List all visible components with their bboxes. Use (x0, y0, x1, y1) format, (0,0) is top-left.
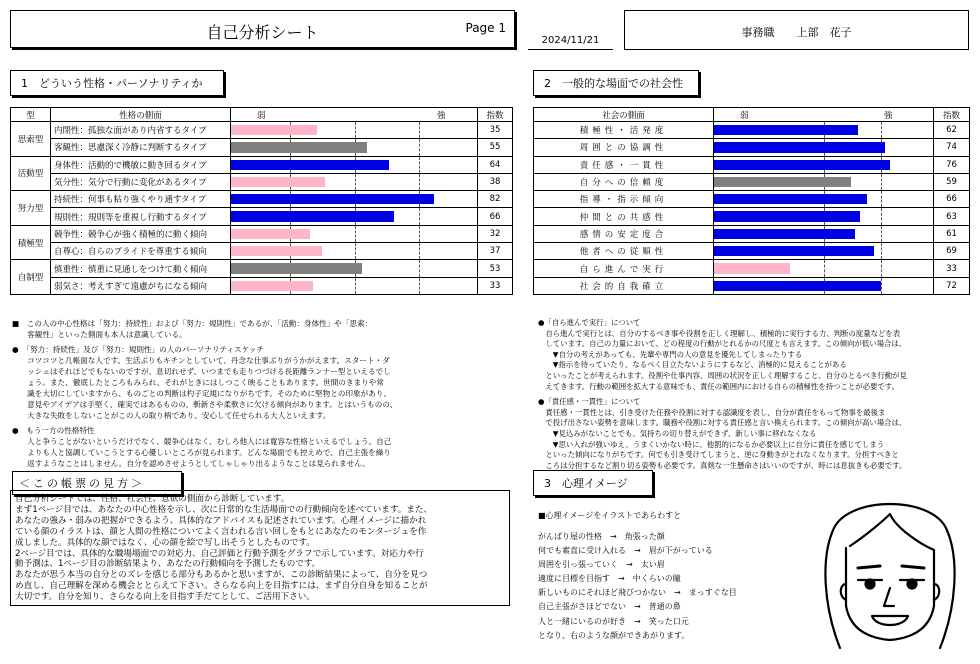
social-table (533, 107, 970, 295)
bar-cell (231, 260, 478, 277)
aspect-cell: 自ら進んで実行 (534, 260, 714, 277)
table-row (534, 277, 970, 294)
scale-divider (881, 174, 882, 190)
aspect-cell: 自尊心：自らのプライドを尊重する傾向 (51, 243, 231, 260)
note-line: 意見やアイデアは手堅く、確実ではあるものの、斬新さや柔軟さに欠ける傾向があります。とはいうものの、 (12, 400, 398, 409)
scale-divider (881, 243, 882, 259)
scale-divider (419, 122, 420, 138)
col-social-aspect: 社会の側面 (534, 108, 714, 122)
note-line: ッシュはそれほどでもないのですが、息切れせず、いつまでも走りつづける長距離ランナー型といえるでし (12, 367, 391, 376)
guide-heading-text: ＜この帳票の見方＞ (19, 477, 145, 490)
note-line: 大きな失敗をしないことがこの人の取り柄であり、安心して任せられる大人といえます。 (12, 411, 331, 420)
aspect-cell: 感情の安定度合 (534, 225, 714, 242)
guide-line: 2ページ目では、具体的な職場場面での対応力、自己評価と行動予測をグラフで示しています。対応力や行 (15, 548, 424, 559)
bar-cell (231, 122, 478, 139)
guide-line: 大切です。自分を知り、さらなる向上を目指す手だてとして、ご活用下さい。 (15, 592, 315, 603)
aspect-cell: 仲間との共感性 (534, 208, 714, 225)
score-bar (231, 211, 394, 221)
scale-divider (419, 226, 420, 242)
aspect-cell: 社会的自我確立 (534, 277, 714, 294)
aspect-cell: 周囲との協調性 (534, 139, 714, 156)
type-cell: 活動型 (11, 156, 51, 191)
note-line: 客観性」といった側面も本人は意識している。 (12, 330, 187, 339)
image-items (538, 530, 737, 629)
note-line: ょう。また、徹底したところもみられ、それがときにはしつこく映ることもあります。世間のきまりや常 (12, 378, 384, 387)
section2-heading: 2 一般的な場面での社会性 (533, 70, 699, 96)
note-line: ▼見込みがないことでも、気持ちの切り替えができず、新しい事に移れなくなる (538, 428, 817, 438)
note-line: えてきます。行動の範囲を拡大する意味でも、責任の範囲内における自らの積極性を持つことが必要です。 (538, 381, 899, 391)
bar-cell (714, 173, 934, 190)
note-line: で投げ出さない姿勢を意味します。職務や役割に対する責任感と言い換えられます。この傾向が高い場合は、 (538, 418, 907, 428)
col-scale (231, 108, 478, 122)
note-line: ●「責任感・一貫性」について (538, 397, 641, 407)
aspect-cell: 他者への従順性 (534, 243, 714, 260)
bar-cell (231, 243, 478, 260)
note-line: 自ら進んで実行とは、自分のするべき事や役割を正しく理解し、積極的に実行する力、判断の度量などを表 (538, 328, 901, 338)
note-line: といったことが考えられます。役割や仕事内容、周囲の状況を正しく理解すること、自分のとるべき行動が見 (538, 370, 907, 380)
bar-cell (714, 156, 934, 173)
aspect-cell: 規則性：規則等を重視し行動するタイプ (51, 208, 231, 225)
score-bar (714, 177, 851, 187)
table-row (534, 156, 970, 173)
index-cell: 82 (478, 191, 513, 208)
aspect-cell: 指導・指示傾向 (534, 191, 714, 208)
type-cell: 自制型 (11, 260, 51, 295)
bar-cell (231, 277, 478, 294)
bar-cell (714, 225, 934, 242)
index-cell: 55 (478, 139, 513, 156)
table-row (534, 122, 970, 139)
section1-heading: 1 どういう性格・パーソナリティか (10, 70, 224, 96)
note-line: ▼自分の考えがあっても、先輩や専門の人の意見を優先してしまったりする (538, 349, 803, 359)
score-bar (231, 263, 362, 273)
aspect-cell: 内閉性：孤独な面があり内省するタイプ (51, 122, 231, 139)
scale-divider (419, 278, 420, 294)
index-cell: 72 (934, 277, 970, 294)
index-cell: 63 (934, 208, 970, 225)
col-aspect: 性格の側面 (51, 108, 231, 122)
score-bar (231, 229, 310, 239)
aspect-cell: 持続性：何事も粘り強くやり通すタイプ (51, 191, 231, 208)
table-row (534, 208, 970, 225)
guide-line: ている顔のイラストは、顔と人間の性格についてよく言われる言い回しをもとにあなたのモンタージュを作 (15, 526, 427, 537)
index-cell: 59 (934, 173, 970, 190)
score-bar (714, 229, 855, 239)
aspect-cell: 積極性・活発度 (534, 122, 714, 139)
score-bar (714, 194, 867, 204)
scale-divider (419, 139, 420, 155)
scale-divider (881, 122, 882, 138)
col-index: 指数 (478, 108, 513, 122)
aspect-cell: 身体性：活動的で機敏に動き回るタイプ (51, 156, 231, 173)
index-cell: 61 (934, 225, 970, 242)
score-bar (714, 160, 890, 170)
image-item: 自己主張がさほどでない → 普通の鼻 (538, 602, 681, 612)
table-row (11, 173, 513, 190)
face-illustration (810, 488, 970, 658)
note-line: 人と争うことがないというだけでなく、競争心はなく、むしろ他人には寛容な性格といえるでしょう。自己 (12, 437, 392, 446)
table-row (11, 260, 513, 277)
table-row (11, 122, 513, 139)
bar-cell (231, 173, 478, 190)
note-line: ■ この人の中心性格は「努力：持続性」および「努力：規則性」であるが、「活動：身体性」や「思索： (12, 319, 373, 328)
scale-divider (355, 243, 356, 259)
score-bar (714, 125, 858, 135)
index-cell: 37 (478, 243, 513, 260)
table-row (534, 225, 970, 242)
score-bar (714, 281, 881, 291)
scale-divider (419, 174, 420, 190)
section3-heading: 3 心理イメージ (533, 470, 653, 496)
index-cell: 66 (478, 208, 513, 225)
guide-line: 自己分析シートでは、性格、社会性、意欲の側面から診断しています。 (15, 494, 290, 504)
scale-strong: 強 (884, 111, 893, 121)
index-cell: 53 (478, 260, 513, 277)
note-line: ● 「努力：持続性」及び「努力：規則性」の人のパーソナリティスケッチ (12, 345, 264, 354)
score-bar (714, 142, 885, 152)
image-item: 適度に目標を目指す → 中くらいの瞳 (538, 574, 681, 584)
scale-divider (355, 174, 356, 190)
index-cell: 66 (934, 191, 970, 208)
type-cell: 努力型 (11, 191, 51, 226)
score-bar (714, 246, 874, 256)
index-cell: 33 (478, 277, 513, 294)
image-item: 周囲を引っ張っていく → 太い眉 (538, 560, 665, 570)
table-row (11, 243, 513, 260)
bar-cell (231, 225, 478, 242)
table-row (534, 260, 970, 277)
bar-cell (714, 122, 934, 139)
image-item: 何でも素直に受け入れる → 眉が下がっている (538, 546, 713, 556)
guide-text (15, 494, 507, 603)
scale-weak: 弱 (257, 111, 266, 121)
note-line: といった傾向になりがちです。何でも引き受けてしまうと、逆に身動きがとれなくなります。分担すべきと (538, 450, 899, 460)
score-bar (714, 211, 860, 221)
score-bar (714, 263, 790, 273)
scale-weak: 弱 (740, 111, 749, 121)
guide-line: め直し、自己理解を深める機会ととらえて下さい。さらなる向上を目指すには、まず自分自身を知ることが (15, 581, 428, 592)
note-line: コツコツと几帳面な人です。生活ぶりもキチンとしていて、丹念な仕事ぶりがうかがえます。スタート・ダ (12, 356, 390, 365)
guide-line: あなたが思う本当の自分とのズレを感じる部分もあるかと思いますが、この診断結果によって、自分を見つ (15, 570, 428, 581)
col-social-index: 指数 (934, 108, 970, 122)
bar-cell (714, 277, 934, 294)
image-outro: となり、右のような顔ができあがります。 (538, 631, 690, 640)
guide-line: 成しました。具体的な顔ではなく、心の顔を絵で写し出そうとしたものです。 (15, 537, 315, 548)
page-number: Page 1 (465, 21, 506, 35)
scale-divider (419, 260, 420, 276)
index-cell: 32 (478, 225, 513, 242)
aspect-cell: 責任感・一貫性 (534, 156, 714, 173)
title-box (10, 10, 515, 48)
table-row (11, 139, 513, 156)
index-cell: 38 (478, 173, 513, 190)
scale-divider (419, 208, 420, 224)
image-item: がんばり屋の性格 → 角張った顔 (538, 532, 665, 541)
col-social-scale (714, 108, 934, 122)
aspect-cell: 客観性：思慮深く冷静に判断するタイプ (51, 139, 231, 156)
note-line: ▼思い入れが強いゆえ、うまくいかない時に、他罰的になるか必要以上に自分に責任を感じてしまう (538, 439, 885, 449)
index-cell: 69 (934, 243, 970, 260)
bar-cell (714, 191, 934, 208)
note-line: ●「自ら進んで実行」について (538, 318, 641, 327)
aspect-cell: 競争性：競争心が強く積極的に動く傾向 (51, 225, 231, 242)
index-cell: 35 (478, 122, 513, 139)
scale-strong: 強 (437, 111, 446, 121)
image-intro: ■心理イメージをイラストであらわすと (538, 511, 682, 520)
bar-cell (231, 139, 478, 156)
scale-divider (355, 122, 356, 138)
guide-line: あなたの強み・弱みの把握ができるよう、具体的なアドバイスも記述されています。心理イメージに描かれ (15, 515, 427, 526)
note-line: 返すようなことはしません。自分を認めさせようとしてしゃしゃり出るようなことは見られません。 (12, 459, 370, 468)
score-bar (231, 177, 325, 187)
image-item: 新しいものにそれほど飛びつかない → まっすぐな目 (538, 588, 737, 598)
scale-divider (881, 278, 882, 294)
table-row (534, 191, 970, 208)
score-bar (231, 125, 317, 135)
score-bar (231, 281, 313, 291)
bar-cell (231, 156, 478, 173)
bar-cell (231, 208, 478, 225)
bar-cell (231, 191, 478, 208)
index-cell: 62 (934, 122, 970, 139)
scale-divider (355, 278, 356, 294)
note-line: ころは分担するなど割り切る姿勢も必要です。真剣な一生懸命さはいいのですが、時には息抜きも必要です。 (538, 460, 907, 470)
scale-divider (419, 157, 420, 173)
aspect-cell: 気分性：気分で行動に変化があるタイプ (51, 173, 231, 190)
scale-divider (881, 226, 882, 242)
aspect-cell: 自分への信頼度 (534, 173, 714, 190)
scale-divider (419, 243, 420, 259)
aspect-cell: 弱気さ：考えすぎて遠慮がちになる傾向 (51, 277, 231, 294)
score-bar (231, 194, 434, 204)
note-line: 識を大切にしていますから、ものごとの判断は杓子定規になりがちです。そのために堅物との印象があり、 (12, 389, 391, 398)
type-cell: 思索型 (11, 122, 51, 157)
table-row (534, 173, 970, 190)
page-title: 自己分析シート (206, 23, 319, 42)
score-bar (231, 246, 322, 256)
type-cell: 積極型 (11, 225, 51, 260)
table-row (534, 243, 970, 260)
bar-cell (714, 139, 934, 156)
scale-divider (881, 191, 882, 207)
table-row (11, 208, 513, 225)
bar-cell (714, 260, 934, 277)
scale-divider (824, 260, 825, 276)
scale-divider (355, 226, 356, 242)
index-cell: 33 (934, 260, 970, 277)
table-row (11, 277, 513, 294)
col-type: 型 (11, 108, 51, 122)
note-line: よりも人と協調していこうとする心優しいところが見られます。どんな場面でも控えめで、自己主張を繰り (12, 448, 391, 457)
social-notes (538, 318, 973, 471)
table-row (534, 139, 970, 156)
scale-divider (881, 260, 882, 276)
index-cell: 76 (934, 156, 970, 173)
table-row (11, 191, 513, 208)
aspect-cell: 慎重性：慎重に見通しをつけて動く傾向 (51, 260, 231, 277)
bar-cell (714, 243, 934, 260)
score-bar (231, 160, 389, 170)
personality-table (10, 107, 513, 295)
person-name: 事務職 上部 花子 (741, 26, 852, 39)
note-line: 責任感・一貫性とは、引き受けた任務や役割に対する認識度を表し、自分が責任をもって物事を最後ま (538, 407, 886, 417)
guide-line: 動予測は、1ページ目の診断結果より、あなたの行動傾向を予測したものです。 (15, 559, 321, 570)
bar-cell (714, 208, 934, 225)
table-row (11, 225, 513, 242)
report-date: 2024/11/21 (528, 35, 613, 50)
index-cell: 64 (478, 156, 513, 173)
note-line: ▼指示を待っていたり、なるべく目立たないようにするなど、消極的に見えることがある (538, 360, 847, 370)
person-box (624, 10, 969, 50)
guide-box (10, 490, 510, 606)
guide-line: まず1ページ目では、あなたの中心性格を示し、次に日常的な生活場面での行動傾向を述べています。また、 (15, 504, 433, 515)
note-line: しています。自己の力量において、どの程度の行動がとれるかの尺度とも言えます。この傾向が低い場合は、 (538, 339, 907, 349)
personality-notes (12, 318, 517, 469)
table-row (11, 156, 513, 173)
scale-divider (881, 208, 882, 224)
index-cell: 74 (934, 139, 970, 156)
image-item: 人と一緒にいるのが好き → 笑った口元 (538, 616, 689, 626)
score-bar (231, 142, 367, 152)
note-line: ● もう一方の性格特性 (12, 426, 95, 435)
